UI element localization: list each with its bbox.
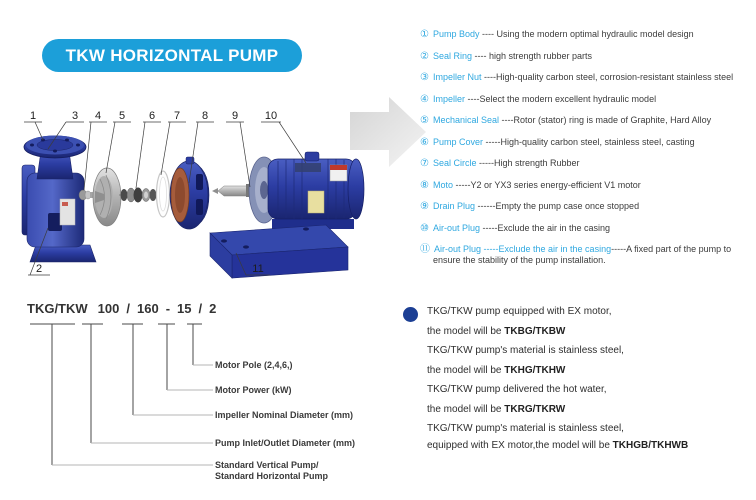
part-item-11: [420, 244, 756, 266]
model-separator: /: [126, 301, 130, 316]
part-name: Seal Circle: [432, 158, 477, 168]
model-label-standard-horizontal: Standard Horizontal Pump: [215, 471, 329, 481]
callout-number-8: 8: [201, 110, 209, 122]
part-number: ⑪: [420, 244, 430, 255]
seal-circle-graphic: [157, 171, 170, 217]
part-name: Air-out Plug -----Exclude the air in the casing: [434, 244, 612, 254]
part-desc: ---- high strength rubber parts: [472, 50, 593, 61]
model-label-impeller-diameter: Impeller Nominal Diameter (mm): [215, 410, 354, 420]
note-line-2: the model will be TKBG/TKBW: [427, 325, 566, 337]
part-number: ⑧: [420, 179, 429, 191]
motor-graphic: [212, 152, 364, 229]
part-desc: -----A fixed part of the pump to ensure the stability of the pump installation.: [433, 244, 732, 265]
part-desc: ------Empty the pump case once stopped: [475, 201, 640, 211]
part-name: Pump Cover: [432, 136, 483, 147]
model-separator: /: [198, 301, 203, 316]
base-plate-graphic: [210, 225, 348, 278]
note-bullet-icon: [403, 307, 418, 322]
model-segment-power: 15: [177, 301, 192, 316]
right-arrow-icon: [350, 97, 426, 167]
part-number: ②: [420, 50, 429, 62]
part-item-3: [420, 72, 756, 83]
model-notes: [427, 306, 752, 459]
part-desc: ----Select the modern excellent hydraulic model: [464, 93, 657, 104]
part-name: Mechanical Seal: [432, 115, 500, 125]
model-label-standard-vertical: Standard Vertical Pump/: [215, 460, 319, 470]
mechanical-seal-graphic: [119, 188, 158, 203]
note-line-5: TKG/TKW pump delivered the hot water,: [427, 384, 607, 395]
note-line-4: the model will be TKHG/TKHW: [427, 364, 566, 376]
callout-number-2: 2: [35, 263, 43, 275]
part-name: Pump Body: [432, 29, 480, 39]
part-item-1: [420, 29, 756, 40]
part-item-5: [420, 115, 756, 126]
part-item-2: [420, 51, 756, 62]
note-line-8: equipped with EX motor,the model will be TKHGB/TKHWB: [427, 439, 689, 451]
note-line-1: TKG/TKW pump equipped with EX motor,: [427, 306, 612, 317]
part-desc: -----Exclude the air in the casing: [480, 222, 611, 233]
part-item-9: [420, 201, 756, 212]
part-desc: ----High-quality carbon steel, corrosion-resistant stainless steel: [481, 72, 734, 82]
callout-number-3: 3: [71, 110, 79, 122]
part-item-10: [420, 223, 756, 234]
part-number: ③: [420, 72, 429, 83]
model-segment-series: TKG/TKW: [27, 301, 88, 316]
part-item-8: [420, 180, 756, 191]
part-number: ⑩: [420, 222, 429, 234]
model-segment-impeller: 160: [136, 301, 159, 316]
impeller-nut-graphic: [79, 190, 91, 200]
model-code: [27, 301, 223, 316]
part-desc: ---- Using the modern optimal hydraulic model design: [479, 29, 694, 39]
parts-legend: [420, 29, 756, 277]
callout-number-11: 11: [252, 263, 264, 275]
callout-number-9: 9: [231, 110, 239, 122]
callout-number-6: 6: [148, 110, 156, 122]
part-name: Air-out Plug: [432, 222, 480, 233]
model-breakdown-lines: [20, 316, 380, 491]
part-item-4: [420, 94, 756, 105]
note-line-3: TKG/TKW pump's material is stainless steel,: [427, 345, 624, 356]
model-segment-inlet: 100: [97, 301, 120, 316]
callout-number-1: 1: [29, 110, 37, 122]
pump-cover-graphic: [170, 157, 209, 229]
model-label-motor-power: Motor Power (kW): [215, 385, 292, 395]
model-separator: -: [165, 301, 171, 316]
part-name: Impeller: [432, 93, 465, 104]
impeller-graphic: [90, 168, 121, 226]
callout-number-5: 5: [118, 110, 126, 122]
part-desc: -----High-quality carbon steel, stainless steel, casting: [483, 136, 695, 147]
part-number: ⑦: [420, 158, 429, 169]
part-item-6: [420, 137, 756, 148]
part-number: ①: [420, 29, 429, 40]
part-number: ⑨: [420, 201, 429, 212]
page-title: TKW HORIZONTAL PUMP: [65, 45, 279, 65]
model-label-inlet-outlet: Pump Inlet/Outlet Diameter (mm): [215, 438, 356, 448]
model-label-motor-pole: Motor Pole (2,4,6,): [215, 360, 293, 370]
part-name: Drain Plug: [432, 201, 475, 211]
part-item-7: [420, 158, 756, 169]
part-name: Seal Ring: [432, 50, 472, 61]
callout-number-10: 10: [264, 110, 278, 122]
part-desc: -----High strength Rubber: [476, 158, 580, 168]
note-line-6: the model will be TKRG/TKRW: [427, 403, 566, 415]
part-number: ④: [420, 93, 429, 105]
part-number: ⑤: [420, 115, 429, 126]
callout-number-7: 7: [173, 110, 181, 122]
part-number: ⑥: [420, 136, 429, 148]
model-segment-pole: 2: [209, 301, 217, 316]
pump-exploded-diagram: [10, 95, 430, 300]
note-line-7: TKG/TKW pump's material is stainless steel,: [427, 423, 624, 434]
part-name: Impeller Nut: [432, 72, 482, 82]
callout-number-4: 4: [94, 110, 102, 122]
title-banner: [42, 39, 302, 72]
part-desc: ----Rotor (stator) ring is made of Graphite, Hard Alloy: [499, 115, 712, 125]
part-name: Moto: [432, 179, 453, 190]
part-desc: -----Y2 or YX3 series energy-efficient V1 motor: [452, 179, 641, 190]
